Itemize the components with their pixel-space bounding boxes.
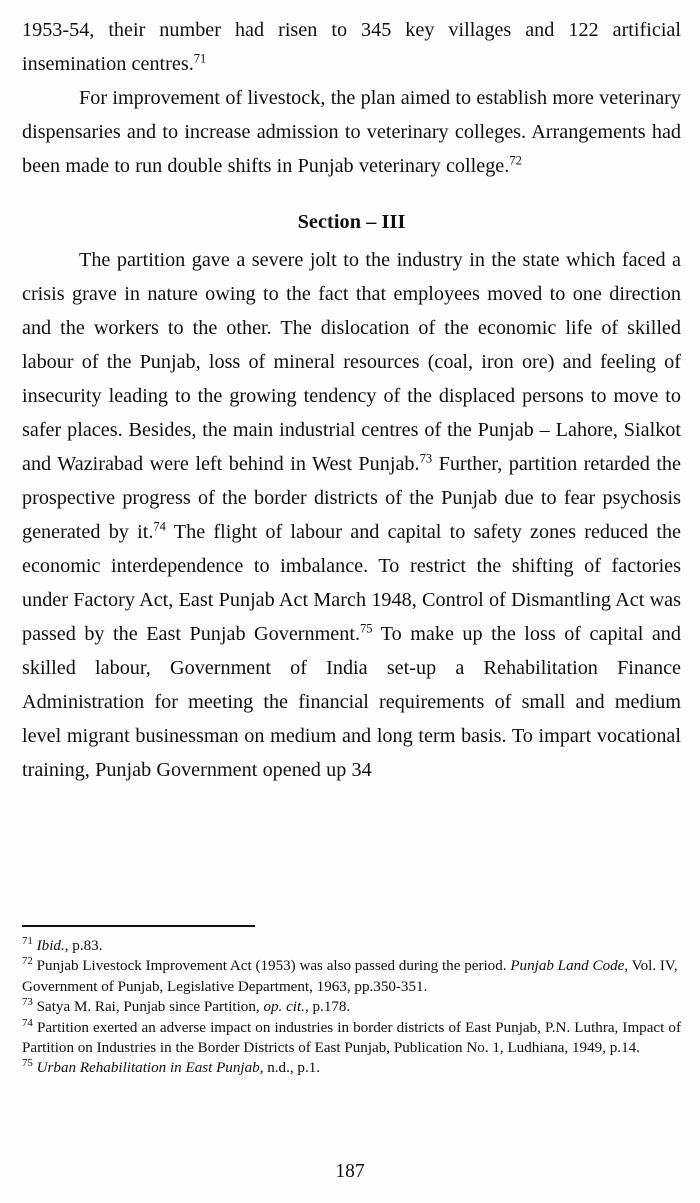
- footnote-block: [22, 925, 681, 1079]
- para-livestock-improvement: For improvement of livestock, the plan aimed to establish more veterinary dispensaries and to increase admission to veterinary colleges. Arrangements had been made to run double shifts in Punjab veterinary college.$^{72}$: [22, 87, 681, 177]
- footnote-marker-71: 71: [22, 934, 33, 947]
- page-number: 187: [335, 1161, 365, 1182]
- footnote-reference-71: 71: [193, 51, 207, 66]
- footnote-reference-75: 75: [360, 621, 373, 636]
- footnote-marker-72: 72: [22, 955, 33, 968]
- section-heading: Section – III: [297, 211, 406, 233]
- footnote-marker-75: 75: [22, 1057, 33, 1070]
- footnote-list: [22, 936, 681, 1079]
- footnote-marker-73: 73: [22, 996, 33, 1009]
- page-body-content: [22, 0, 681, 787]
- footnote-72: $^{72}$ Punjab Livestock Improvement Act (1953) was also passed during the period. Punjab Land Code, Vol. IV, Government of Punjab, Legislative Department, 1963, pp.350-351.: [22, 955, 678, 995]
- italic-title: Urban Rehabilitation in East Punjab: [36, 1060, 260, 1077]
- para-livestock-continued: 1953-54, their number had risen to 345 key villages and 122 artificial insemination centres.$^{71}$: [22, 19, 681, 75]
- body-paragraph-group: [22, 0, 681, 183]
- footnote-reference-73: 73: [419, 451, 433, 466]
- footnote-reference-74: 74: [153, 519, 166, 534]
- italic-title: Punjab Land Code: [510, 958, 625, 975]
- italic-title: op. cit.: [263, 999, 305, 1016]
- footnote-73: $^{73}$ Satya M. Rai, Punjab since Partition, op. cit., p.178.: [22, 996, 351, 1016]
- footnote-separator-rule: [22, 925, 255, 927]
- footnote-reference-72: 72: [509, 153, 522, 168]
- footnote-74: $^{74}$ Partition exerted an adverse impact on industries in border districts of East Punjab, P.N. Luthra, Impact of Partition on Industries in the Border Districts of East Punjab, Publication No. 1, Ludhiana, 1949, p.14.: [22, 1016, 681, 1057]
- footnote-marker-74: 74: [22, 1016, 33, 1029]
- para-partition-industry: The partition gave a severe jolt to the industry in the state which faced a crisis grave in nature owing to the fact that employees moved to one direction and the workers to the other. The dislocation of the economic life of skilled labour of the Punjab, loss of mineral resources (coal, iron ore) and feeling of insecurity leading to the growing tendency of the displaced persons to move to safer places. Besides, the main industrial centres of the Punjab – Lahore, Sialkot and Wazirabad were left behind in West Punjab.$^{73}$ Further, partition retarded the prospective progress of the border districts of the Punjab due to fear psychosis generated by it.$^{74}$ The flight of labour and capital to safety zones reduced the economic interdependence to imbalance. To restrict the shifting of factories under Factory Act, East Punjab Act March 1948, Control of Dismantling Act was passed by the East Punjab Government.$^{75}$ To make up the loss of capital and skilled labour, Government of India set-up a Rehabilitation Finance Administration for meeting the financial requirements of small and medium level migrant businessman on medium and long term basis. To impart vocational training, Punjab Government opened up 34: [22, 249, 682, 781]
- footnote-75: $^{75}$ Urban Rehabilitation in East Punjab, n.d., p.1.: [22, 1057, 321, 1077]
- italic-title: Ibid.: [36, 938, 65, 954]
- footnote-71: $^{71}$ Ibid., p.83.: [22, 934, 103, 954]
- section-paragraph-group: [22, 243, 681, 787]
